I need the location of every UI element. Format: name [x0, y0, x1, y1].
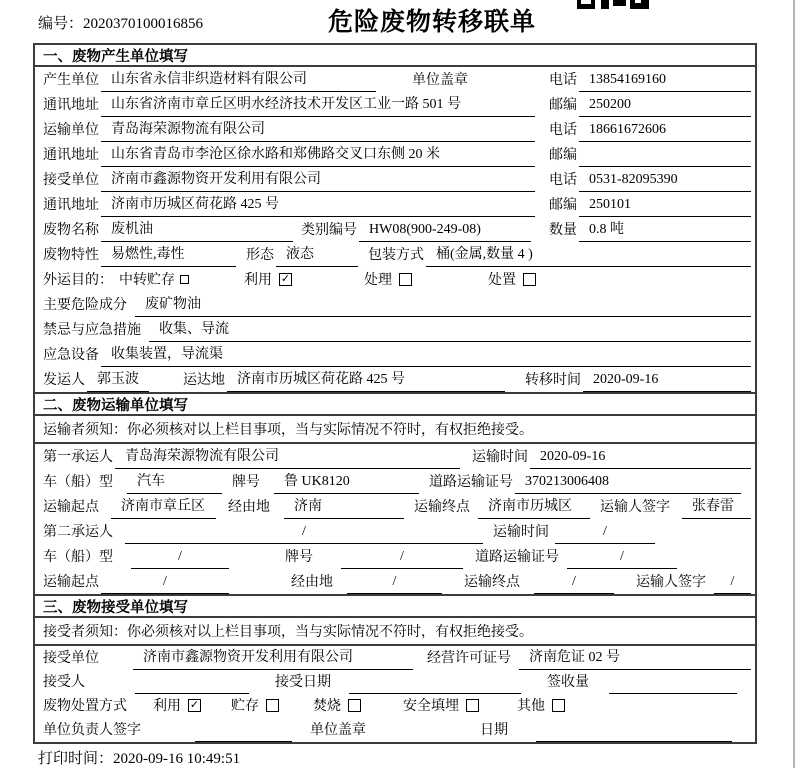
signed-amount-label: 签收量	[547, 675, 589, 690]
trait-label: 废物特性	[43, 248, 99, 263]
zip-label: 邮编	[549, 98, 577, 113]
purpose-option-treat	[364, 269, 412, 292]
disposal-label: 废物处置方式	[43, 699, 127, 714]
via2-value: /	[347, 574, 442, 594]
accept-date-value	[349, 690, 521, 694]
route2-row	[35, 569, 755, 594]
producer-phone-value: 13854169160	[579, 72, 751, 92]
print-time-value: 2020-09-16 10:49:51	[113, 751, 241, 767]
print-time-line	[38, 747, 240, 768]
qr-code-fragment	[577, 0, 649, 9]
license-value: 济南危证 02 号	[519, 646, 751, 670]
notice-label: 接受者须知：	[43, 625, 127, 640]
transfer-time-value: 2020-09-16	[583, 372, 751, 392]
hazard-value: 废矿物油	[135, 293, 751, 317]
emergency-measures-row	[35, 317, 755, 342]
shipper-row	[35, 367, 755, 392]
emergency-equipment-row	[35, 342, 755, 367]
accept-person-value	[135, 690, 249, 694]
vehicle-type-label: 车（船）型	[43, 550, 113, 565]
producer-zip-value: 250200	[579, 97, 751, 117]
checkbox-icon	[399, 273, 412, 286]
producer-value: 山东省永信非织造材料有限公司	[101, 68, 376, 92]
via-label: 经由地	[228, 500, 270, 515]
accept-date-label: 接受日期	[275, 675, 331, 690]
disposal-method-row	[35, 694, 755, 718]
vehicle2-row	[35, 544, 755, 569]
origin-label: 运输起点	[43, 500, 99, 515]
purpose-label: 外运目的：	[43, 273, 113, 288]
hazard-component-row	[35, 292, 755, 317]
destination-value: 济南市历城区荷花路 425 号	[227, 368, 505, 392]
checkbox-icon	[188, 699, 201, 712]
transporter-address-value: 山东省青岛市李沧区徐水路和郑佛路交叉口东侧 20 米	[101, 143, 535, 167]
option-label: 安全填埋	[403, 699, 459, 714]
transporter-sign-label: 运输人签字	[636, 575, 706, 590]
equipment-value: 收集装置，导流渠	[101, 343, 751, 367]
disposal-option-store	[231, 695, 279, 718]
phone-label: 电话	[549, 73, 577, 88]
category-value: HW08(900-249-08)	[359, 222, 531, 242]
unit-seal-label: 单位盖章	[412, 73, 468, 88]
end2-value: /	[534, 574, 614, 594]
transporter-zip-value	[579, 163, 751, 167]
address-label: 通讯地址	[43, 98, 99, 113]
transporter-notice-row	[35, 416, 755, 444]
checkbox-icon	[180, 275, 189, 284]
notice-label: 运输者须知：	[43, 423, 127, 438]
transfer-time-label: 转移时间	[525, 373, 581, 388]
page-right-edge	[793, 0, 795, 768]
end-value: 济南市历城区	[478, 495, 590, 519]
checkbox-icon	[552, 699, 565, 712]
receiver-phone-value: 0531-82095390	[579, 172, 751, 192]
section-producer	[35, 45, 755, 392]
notice-text: 你必须核对以上栏目事项，当与实际情况不符时，有权拒绝接受。	[127, 625, 533, 640]
category-label: 类别编号	[301, 223, 357, 238]
vehicle1-row	[35, 469, 755, 494]
unit-seal-label: 单位盖章	[310, 723, 366, 738]
plate2-value: /	[341, 549, 463, 569]
plate-label: 牌号	[285, 550, 313, 565]
serial-value: 2020370100016856	[83, 16, 204, 32]
carrier2-label: 第二承运人	[43, 525, 113, 540]
second-carrier-row	[35, 519, 755, 544]
transport-time-value: 2020-09-16	[530, 449, 751, 469]
serial-label: 编号：	[38, 16, 84, 32]
vehicle-type2-value: /	[131, 549, 229, 569]
date-value	[536, 738, 732, 742]
plate-value: 鲁 UK8120	[274, 470, 419, 494]
road-license-value: 370213006408	[515, 474, 741, 494]
checkbox-icon	[523, 273, 536, 286]
signed-amount-value	[609, 690, 737, 694]
option-label: 处置	[488, 273, 516, 288]
transport-time2-value: /	[555, 524, 655, 544]
disposal-option-utilize	[153, 695, 201, 718]
zip-label: 邮编	[549, 198, 577, 213]
transport-time-label: 运输时间	[472, 450, 528, 465]
print-time-label: 打印时间：	[38, 751, 114, 767]
quantity-value: 0.8 吨	[579, 218, 751, 242]
section1-title: 一、废物产生单位填写	[35, 45, 755, 67]
waste-name-value: 废机油	[101, 218, 293, 242]
origin2-value: /	[101, 574, 229, 594]
trait-value: 易燃性,毒性	[101, 243, 236, 267]
purpose-option-transfer-storage	[119, 269, 189, 292]
vehicle-type-value: 汽车	[127, 470, 222, 494]
phone-label: 电话	[549, 123, 577, 138]
end-label: 运输终点	[414, 500, 470, 515]
accept-unit-value: 济南市鑫源物资开发利用有限公司	[133, 646, 413, 670]
receiver-notice-row	[35, 618, 755, 646]
serial-number-line	[38, 12, 203, 33]
waste-name-label: 废物名称	[43, 223, 99, 238]
road-license-label: 道路运输证号	[429, 475, 513, 490]
packing-value: 桶(金属,数量 4 )	[426, 243, 751, 267]
taboo-label: 禁忌与应急措施	[43, 323, 141, 338]
checkbox-icon	[348, 699, 361, 712]
waste-name-row	[35, 217, 755, 242]
quantity-label: 数量	[549, 223, 577, 238]
origin-label: 运输起点	[43, 575, 99, 590]
address-label: 通讯地址	[43, 198, 99, 213]
producer-address-row	[35, 92, 755, 117]
transporter-sign-label: 运输人签字	[600, 500, 670, 515]
checkbox-icon	[279, 273, 292, 286]
shipper-value: 郭玉波	[87, 368, 149, 392]
destination-label: 运达地	[183, 373, 225, 388]
responsible-sign-value	[195, 738, 292, 742]
form-value: 液态	[276, 243, 358, 267]
producer-row	[35, 67, 755, 92]
shipper-label: 发运人	[43, 373, 85, 388]
purpose-option-utilize	[244, 269, 292, 292]
accept-person-label: 接受人	[43, 675, 85, 690]
phone-label: 电话	[549, 173, 577, 188]
section2-title: 二、废物运输单位填写	[35, 394, 755, 416]
option-label: 处理	[364, 273, 392, 288]
purpose-row	[35, 267, 755, 292]
disposal-option-other	[517, 695, 565, 718]
receiver-row	[35, 167, 755, 192]
transport-time-label: 运输时间	[493, 525, 549, 540]
section-receiver	[35, 594, 755, 742]
accept-person-row	[35, 670, 755, 694]
option-label: 贮存	[231, 699, 259, 714]
end-label: 运输终点	[464, 575, 520, 590]
transporter-sign2-value: /	[714, 574, 751, 594]
transporter-label: 运输单位	[43, 123, 99, 138]
checkbox-icon	[266, 699, 279, 712]
waste-trait-row	[35, 242, 755, 267]
receiver-label: 接受单位	[43, 173, 99, 188]
responsible-sign-label: 单位负责人签字	[43, 723, 141, 738]
producer-address-value: 山东省济南市章丘区明水经济技术开发区工业一路 501 号	[101, 93, 535, 117]
document-title: 危险废物转移联单	[328, 8, 537, 36]
carrier1-value: 青岛海荣源物流有限公司	[115, 445, 460, 469]
route1-row	[35, 494, 755, 519]
section-transporter	[35, 392, 755, 594]
plate-label: 牌号	[232, 475, 260, 490]
hazard-label: 主要危险成分	[43, 298, 127, 313]
carrier2-value: /	[125, 524, 483, 544]
option-label: 焚烧	[313, 699, 341, 714]
transporter-row	[35, 117, 755, 142]
receiver-address-row	[35, 192, 755, 217]
checkbox-icon	[466, 699, 479, 712]
receiver-value: 济南市鑫源物资开发利用有限公司	[101, 168, 535, 192]
packing-label: 包装方式	[368, 248, 424, 263]
purpose-option-dispose	[488, 269, 536, 292]
disposal-option-landfill	[403, 695, 479, 718]
section3-title: 三、废物接受单位填写	[35, 596, 755, 618]
producer-label: 产生单位	[43, 73, 99, 88]
option-label: 中转贮存	[119, 273, 175, 288]
road-license2-value: /	[567, 549, 677, 569]
transporter-sign-value: 张春雷	[682, 495, 751, 519]
transporter-address-row	[35, 142, 755, 167]
via-value: 济南	[284, 495, 404, 519]
origin-value: 济南市章丘区	[111, 495, 216, 519]
transporter-phone-value: 18661672606	[579, 122, 751, 142]
manifest-form	[33, 43, 757, 744]
responsible-sign-row	[35, 718, 755, 742]
option-label: 利用	[153, 699, 181, 714]
zip-label: 邮编	[549, 148, 577, 163]
option-label: 其他	[517, 699, 545, 714]
taboo-value: 收集、导流	[149, 318, 751, 342]
road-license-label: 道路运输证号	[475, 550, 559, 565]
first-carrier-row	[35, 444, 755, 469]
vehicle-type-label: 车（船）型	[43, 475, 113, 490]
date-label: 日期	[480, 723, 508, 738]
receiver-address-value: 济南市历城区荷花路 425 号	[101, 193, 535, 217]
receiver-zip-value: 250101	[579, 197, 751, 217]
transporter-value: 青岛海荣源物流有限公司	[101, 118, 535, 142]
disposal-option-incinerate	[313, 695, 361, 718]
carrier1-label: 第一承运人	[43, 450, 113, 465]
equipment-label: 应急设备	[43, 348, 99, 363]
notice-text: 你必须核对以上栏目事项，当与实际情况不符时，有权拒绝接受。	[127, 423, 533, 438]
form-label: 形态	[246, 248, 274, 263]
option-label: 利用	[244, 273, 272, 288]
license-label: 经营许可证号	[427, 651, 511, 666]
address-label: 通讯地址	[43, 148, 99, 163]
accept-unit-label: 接受单位	[43, 651, 99, 666]
accept-unit-row	[35, 646, 755, 670]
via-label: 经由地	[291, 575, 333, 590]
